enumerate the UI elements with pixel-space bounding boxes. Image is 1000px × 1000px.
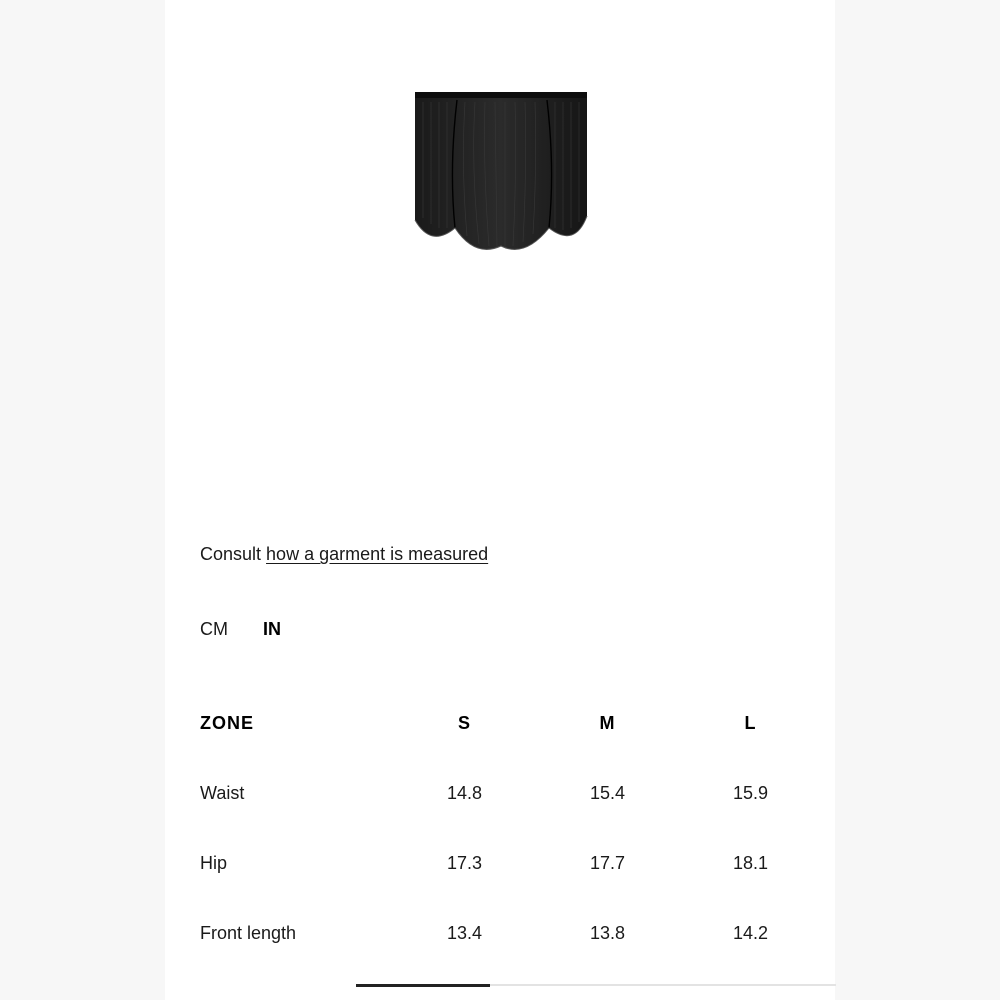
- size-value: 17.7: [589, 852, 626, 873]
- measurement-guide-link[interactable]: how a garment is measured: [266, 544, 489, 564]
- size-value: 14.8: [446, 782, 483, 803]
- table-row: [200, 828, 822, 898]
- header-size-m: M: [599, 712, 616, 733]
- size-value: 13.8: [589, 922, 626, 943]
- size-value: 15.9: [732, 782, 769, 803]
- consult-prefix: Consult: [200, 544, 267, 564]
- zone-label: Hip: [200, 852, 228, 873]
- size-value: 13.4: [446, 922, 483, 943]
- table-row: [200, 898, 822, 968]
- size-value: 14.2: [732, 922, 769, 943]
- product-image: [405, 88, 595, 253]
- fringe-skirt-image: [405, 88, 595, 253]
- unit-in-option[interactable]: IN: [263, 619, 282, 639]
- size-value: 15.4: [589, 782, 626, 803]
- header-zone: ZONE: [200, 712, 255, 733]
- size-value: 17.3: [446, 852, 483, 873]
- zone-label: Waist: [200, 782, 245, 803]
- header-size-l: L: [744, 712, 757, 733]
- header-size-s: S: [457, 712, 471, 733]
- unit-toggle: [200, 616, 281, 642]
- unit-cm-option[interactable]: CM: [200, 619, 228, 639]
- size-value: 18.1: [732, 852, 769, 873]
- carousel-scrollbar[interactable]: [356, 984, 836, 986]
- size-table: [200, 688, 822, 968]
- table-row: [200, 758, 822, 828]
- table-header-row: [200, 688, 822, 758]
- carousel-scroll-thumb[interactable]: [356, 984, 490, 987]
- zone-label: Front length: [200, 922, 297, 943]
- consult-text: [200, 541, 488, 567]
